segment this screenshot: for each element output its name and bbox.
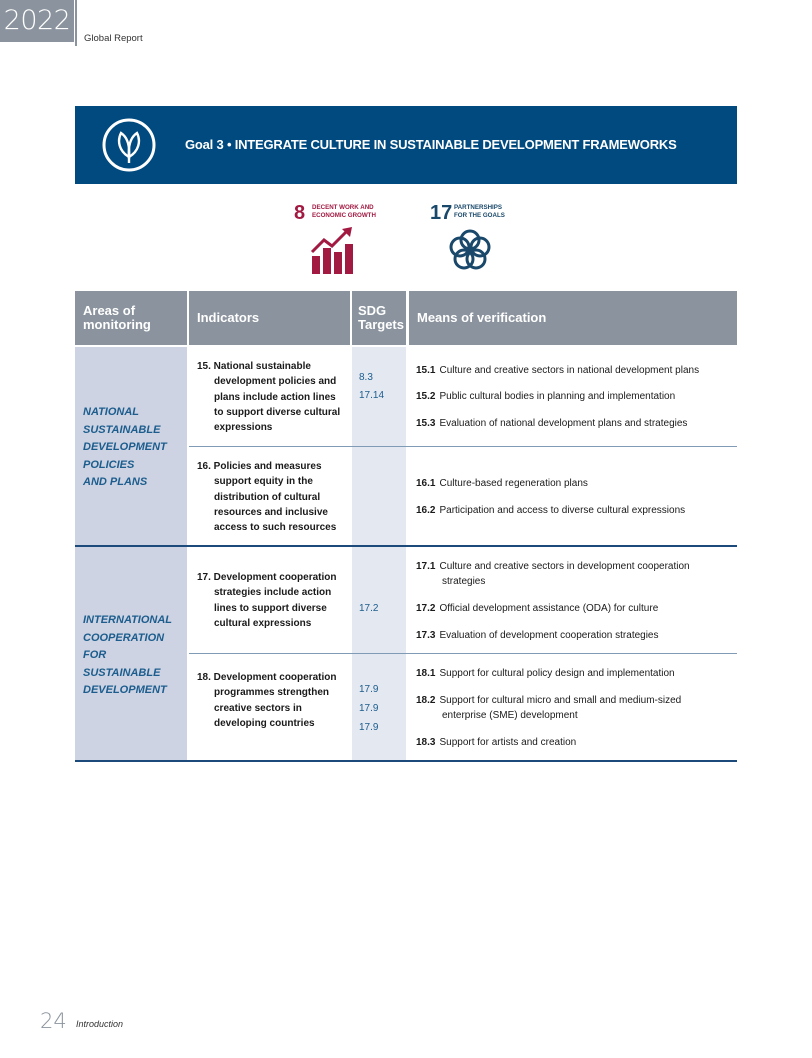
- sdg-label: [454, 204, 524, 219]
- mean-text: Participation and access to diverse cultural expressions: [439, 505, 686, 516]
- header-areas: [75, 291, 187, 345]
- sdg-label: [312, 204, 382, 219]
- mean-text: Official development assistance (ODA) for culture: [439, 603, 659, 614]
- mean-num: 15.1: [416, 365, 436, 376]
- area-label-line: POLICIES: [83, 458, 135, 471]
- mean-num: 15.2: [416, 391, 436, 402]
- mean-17-2: [416, 601, 716, 616]
- table-bottom-line: [75, 760, 737, 762]
- sdg-target: 17.2: [359, 603, 379, 614]
- mean-text: Support for cultural policy design and implementation: [439, 668, 675, 679]
- header-sdg-label: [358, 304, 404, 332]
- mean-18-1: [416, 666, 716, 681]
- mean-text: Culture-based regeneration plans: [439, 478, 588, 489]
- area-label-line: SUSTAINABLE: [83, 666, 161, 679]
- growth-bar-chart-icon: [310, 226, 356, 274]
- sdg-number: 17: [430, 202, 453, 224]
- sdg-label-line: PARTNERSHIPS: [454, 204, 503, 211]
- mean-15-1: [416, 363, 716, 378]
- mean-17-3: [416, 628, 716, 643]
- mean-num: 18.1: [416, 668, 436, 679]
- mean-text: Support for cultural micro and small and medium-sized enterprise (SME) development: [439, 695, 682, 721]
- mean-17-1: [416, 559, 716, 589]
- area-label-line: AND PLANS: [83, 476, 148, 488]
- report-year: 2022: [0, 0, 74, 42]
- sdg-label-line: FOR THE GOALS: [454, 211, 505, 219]
- row-divider: [189, 653, 737, 654]
- header-line: SDG: [358, 303, 387, 318]
- header-indicators: [189, 291, 350, 345]
- mean-num: 18.2: [416, 695, 436, 706]
- goal-banner: [75, 106, 737, 184]
- sdg-label-line: ECONOMIC GROWTH: [312, 211, 376, 219]
- header-line: Targets: [358, 317, 404, 332]
- mean-text: Public cultural bodies in planning and implementation: [439, 391, 676, 402]
- header-indicators-label: Indicators: [197, 310, 260, 325]
- sdg-number: 8: [294, 202, 306, 224]
- header-areas-label: [83, 304, 151, 332]
- area-label-line: SUSTAINABLE: [83, 423, 161, 436]
- area-label-line: DEVELOPMENT: [83, 441, 167, 453]
- area-label-line: NATIONAL: [83, 406, 140, 418]
- header-divider: [75, 0, 77, 46]
- mean-text: Culture and creative sectors in national development plans: [439, 365, 700, 376]
- mean-num: 17.3: [416, 630, 436, 641]
- page-number: 24: [40, 1009, 67, 1033]
- header-means-label: Means of verification: [417, 310, 547, 325]
- area-cell-national: [75, 347, 187, 545]
- indicator-17: 17. Development cooperation strategies include action lines to support diverse cultural expressions: [197, 572, 337, 629]
- indicator-15: 15. National sustainable development policies and plans include action lines to support diverse cultural expressions: [197, 361, 341, 434]
- sdg-target: 17.9: [359, 703, 379, 714]
- area-label-line: INTERNATIONAL: [83, 614, 173, 626]
- sdg-target: 17.14: [359, 390, 385, 401]
- mean-16-1: [416, 476, 716, 491]
- mean-18-3: [416, 735, 716, 750]
- mean-text: Culture and creative sectors in development cooperation strategies: [439, 561, 690, 587]
- goal-title: Goal 3 • INTEGRATE CULTURE IN SUSTAINABLE DEVELOPMENT FRAMEWORKS: [185, 137, 677, 152]
- mean-15-2: [416, 389, 716, 404]
- area-label-national: [83, 404, 167, 492]
- sdg-target: 17.9: [359, 684, 379, 695]
- mean-text: Evaluation of national development plans and strategies: [439, 418, 688, 429]
- mean-num: 17.1: [416, 561, 436, 572]
- area-label-international: [83, 612, 172, 700]
- mean-num: 18.3: [416, 737, 436, 748]
- area-cell-international: [75, 547, 187, 760]
- partnership-rings-icon: [446, 226, 494, 274]
- sdg-17-badge: [430, 200, 514, 276]
- report-title: Global Report: [84, 33, 143, 44]
- sdg-target: 8.3: [359, 372, 373, 383]
- indicator-18: 18. Development cooperation programmes strengthen creative sectors in developing countries: [197, 672, 337, 729]
- sdg-8-badge: [294, 200, 378, 276]
- area-label-line: COOPERATION: [83, 631, 165, 644]
- area-label-line: FOR: [83, 649, 107, 661]
- sdg-label-line: DECENT WORK AND: [312, 204, 374, 211]
- mean-text: Evaluation of development cooperation strategies: [439, 630, 659, 641]
- mean-15-3: [416, 416, 716, 431]
- area-label-line: DEVELOPMENT: [83, 684, 167, 696]
- section-name: Introduction: [76, 1019, 124, 1029]
- indicator-16: 16. Policies and measures support equity in the distribution of cultural resources and inclusive access to such resources: [197, 461, 337, 534]
- header-means: [409, 291, 737, 345]
- mean-num: 16.2: [416, 505, 436, 516]
- header-line: Areas of: [83, 303, 136, 318]
- row-divider: [189, 446, 737, 447]
- mean-text: Support for artists and creation: [439, 737, 577, 748]
- mean-num: 17.2: [416, 603, 436, 614]
- header-sdg-targets: [352, 291, 406, 345]
- header-line: monitoring: [83, 317, 151, 332]
- leaf-circle-icon: [101, 117, 157, 173]
- mean-num: 15.3: [416, 418, 436, 429]
- mean-num: 16.1: [416, 478, 436, 489]
- mean-18-2: [416, 693, 716, 723]
- mean-16-2: [416, 503, 716, 518]
- sdg-target: 17.9: [359, 722, 379, 733]
